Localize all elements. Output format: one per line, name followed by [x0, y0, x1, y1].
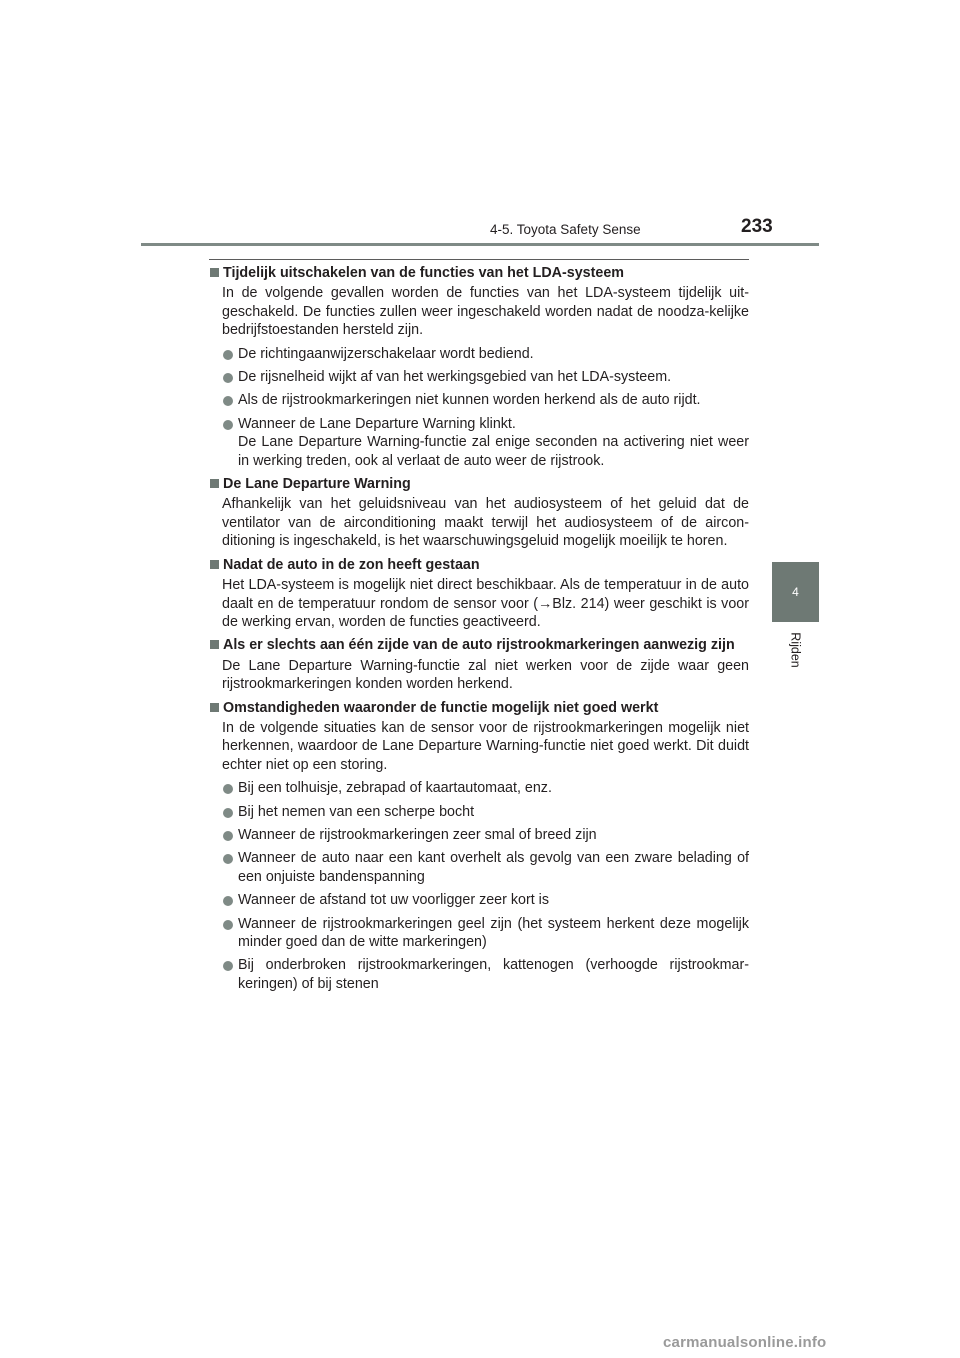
list-item: Wanneer de Lane Departure Warning klinkt. De Lane Departure Warning-functie zal enige seconden na activering niet weer in werking treden, ook al verlaat de auto weer de rijstrook.: [209, 415, 749, 470]
section-heading: Tijdelijk uitschakelen van de functies van het LDA-systeem: [209, 264, 749, 282]
round-bullet-icon: [223, 961, 233, 971]
list-item: Bij een tolhuisje, zebrapad of kaartautomaat, enz.: [209, 779, 749, 797]
list-item: Bij het nemen van een scherpe bocht: [209, 803, 749, 821]
section-heading: Als er slechts aan één zijde van de auto rijstrookmarkeringen aanwezig zijn: [209, 636, 749, 654]
round-bullet-icon: [223, 420, 233, 430]
section-malfunction-conditions: [209, 699, 749, 994]
section-heading: De Lane Departure Warning: [209, 475, 749, 493]
round-bullet-icon: [223, 854, 233, 864]
section-lane-departure-warning: [209, 475, 749, 551]
list-item: De rijsnelheid wijkt af van het werkingsgebied van het LDA-systeem.: [209, 368, 749, 386]
section-heading: Omstandigheden waaronder de functie mogelijk niet goed werkt: [209, 699, 749, 717]
page-number: 233: [741, 216, 773, 237]
round-bullet-icon: [223, 896, 233, 906]
section-paragraph: In de volgende situaties kan de sensor voor de rijstrookmarkeringen mogelijk niet herkennen, waardoor de Lane Departure Warning-functie niet goed werkt. Dit duidt echter niet op een storing.: [222, 719, 749, 773]
section-temporary-disable: [209, 264, 749, 470]
list-item-continuation: De Lane Departure Warning-functie zal enige seconden na activering niet weer in werking treden, ook al verlaat de auto weer de rijstrook.: [238, 434, 749, 469]
round-bullet-icon: [223, 373, 233, 383]
square-bullet-icon: [210, 703, 219, 712]
round-bullet-icon: [223, 396, 233, 406]
content-top-divider: [209, 259, 749, 260]
list-item: Wanneer de rijstrookmarkeringen zeer smal of breed zijn: [209, 826, 749, 844]
square-bullet-icon: [210, 479, 219, 488]
list-item: Wanneer de auto naar een kant overhelt als gevolg van een zware belading of een onjuiste bandenspanning: [209, 849, 749, 886]
round-bullet-icon: [223, 920, 233, 930]
round-bullet-icon: [223, 350, 233, 360]
header-section-title: 4-5. Toyota Safety Sense: [490, 222, 641, 237]
list-item: Bij onderbroken rijstrookmarkeringen, kattenogen (verhoogde rijstrookmar-keringen) of bij stenen: [209, 956, 749, 993]
list-item: De richtingaanwijzerschakelaar wordt bediend.: [209, 345, 749, 363]
chapter-label: Rijden: [788, 632, 803, 668]
section-one-side-markings: [209, 636, 749, 693]
page-content: [209, 264, 749, 998]
square-bullet-icon: [210, 560, 219, 569]
section-heading: Nadat de auto in de zon heeft gestaan: [209, 556, 749, 574]
chapter-label-container: [772, 626, 819, 674]
chapter-number: 4: [792, 585, 799, 599]
round-bullet-icon: [223, 831, 233, 841]
list-item: Als de rijstrookmarkeringen niet kunnen worden herkend als de auto rijdt.: [209, 391, 749, 409]
watermark-link[interactable]: carmanualsonline.info: [663, 1334, 827, 1351]
section-paragraph: De Lane Departure Warning-functie zal niet werken voor de zijde waar geen rijstrookmarkeringen konden worden herkend.: [222, 657, 749, 693]
header-divider: [141, 243, 819, 246]
list-item: Wanneer de afstand tot uw voorligger zeer kort is: [209, 891, 749, 909]
round-bullet-icon: [223, 808, 233, 818]
square-bullet-icon: [210, 640, 219, 649]
section-paragraph: Het LDA-systeem is mogelijk niet direct beschikbaar. Als de temperatuur in de auto daalt en de temperatuur rondom de sensor voor (→Blz. 214) weer geschikt is voor de werking ervan, worden de functies geactiveerd.: [222, 577, 749, 630]
section-after-sun: [209, 556, 749, 632]
round-bullet-icon: [223, 784, 233, 794]
square-bullet-icon: [210, 268, 219, 277]
section-paragraph: Afhankelijk van het geluidsniveau van het audiosysteem of het geluid dat de ventilator van de airconditioning maakt terwijl het audiosysteem of de aircon-ditioning is ingeschakeld, is het waarschuwingsgeluid mogelijk moeilijk te horen.: [222, 496, 749, 550]
section-paragraph: In de volgende gevallen worden de functies van het LDA-systeem tijdelijk uit-geschakeld. De functies zullen weer ingeschakeld worden nadat de noodza-kelijke bedrijfstoestanden hersteld zijn.: [222, 285, 749, 339]
list-item: Wanneer de rijstrookmarkeringen geel zijn (het systeem herkent deze mogelijk minder goed dan de witte markeringen): [209, 915, 749, 952]
chapter-tab: [772, 562, 819, 622]
